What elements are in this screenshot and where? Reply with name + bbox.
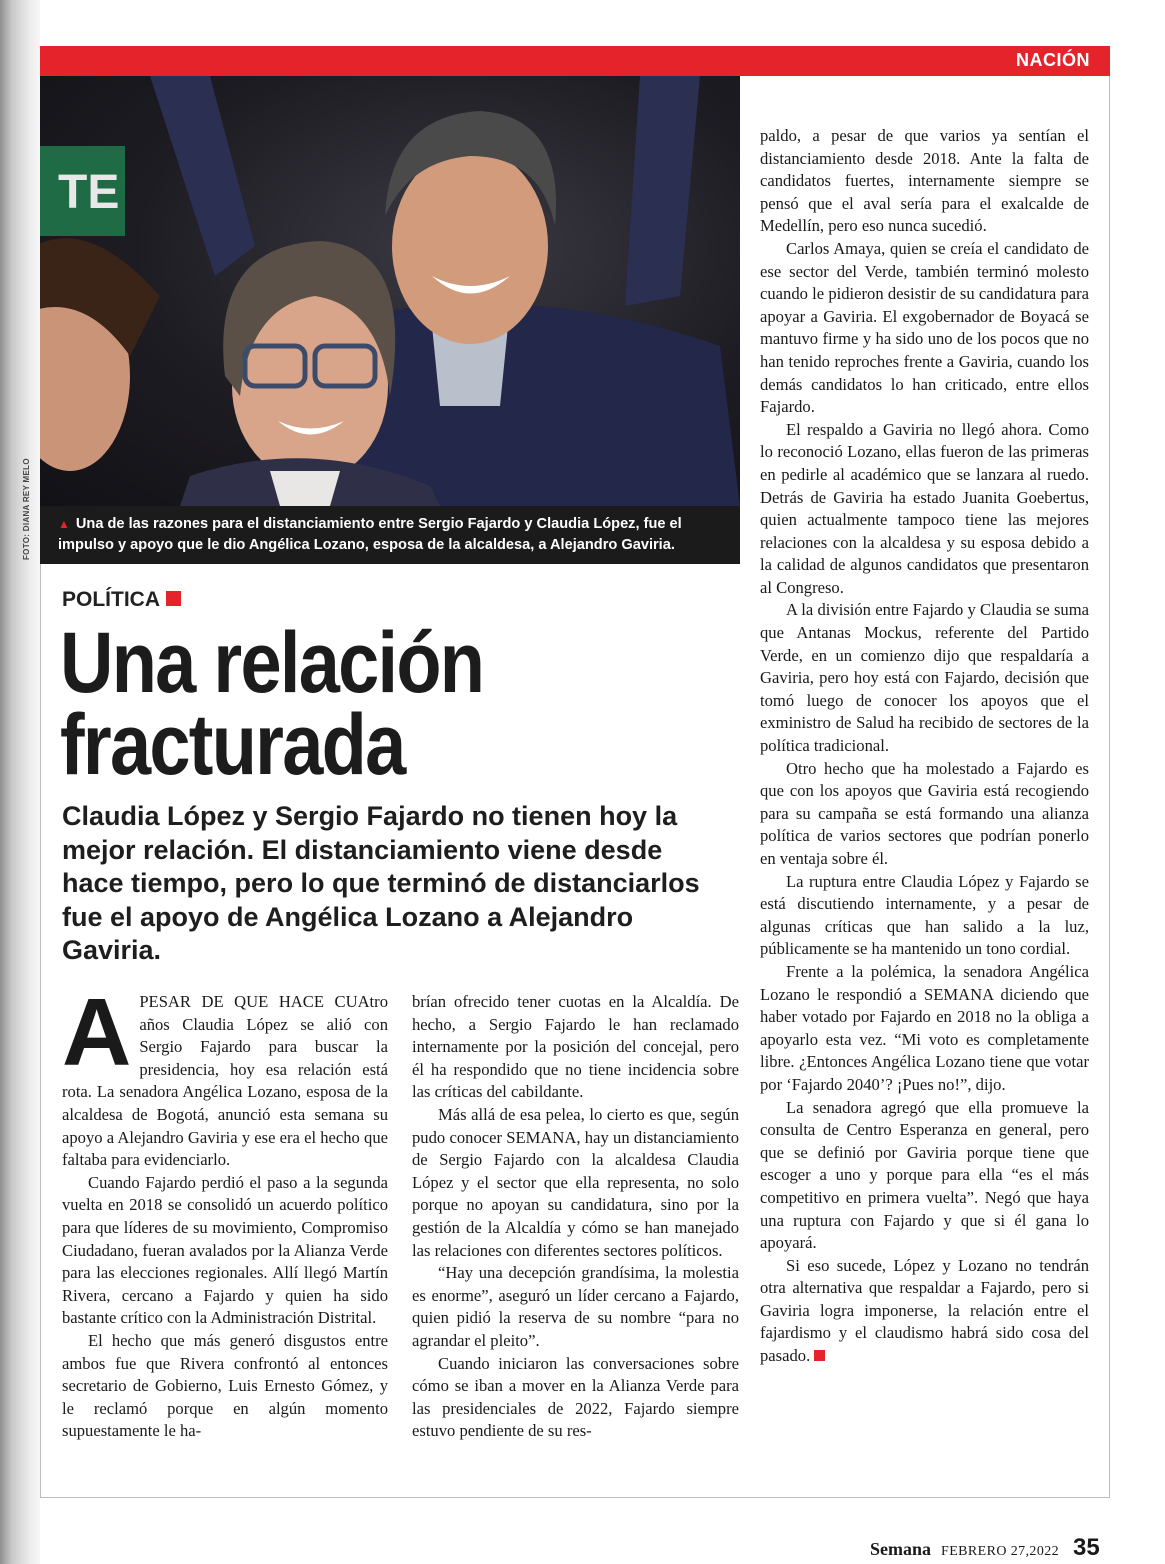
body-column-2	[412, 991, 739, 1443]
body-column-1	[62, 979, 388, 1443]
triangle-up-icon: ▲	[58, 517, 70, 531]
page-number: 35	[1073, 1534, 1100, 1561]
page-footer	[870, 1534, 1100, 1562]
body-paragraph: Cuando Fajardo perdió el paso a la segunda vuelta en 2018 se consolidó un acuerdo político para que líderes de su movimiento, Compromiso Ciudadano, fueran avalados por la Alianza Verde para las elecciones regionales. Allí llegó Martín Rivera, cercano a Fajardo y quien ha sido bastante crítico con la Administración Distrital.	[62, 1172, 388, 1328]
headline-line-2: fracturada	[60, 697, 405, 793]
article-photo	[40, 76, 740, 506]
body-column-3	[760, 125, 1089, 1368]
body-paragraph: Carlos Amaya, quien se creía el candidato de ese sector del Verde, también terminó molesto cuando le pidieron desistir de su candidatura para apoyar a Gaviria. El exgobernador de Boyacá se mantuvo firme y ha sido uno de los pocos que no han tenido reproches frente a Gaviria, cuando los demás candidatos lo han criticado, entre ellos Fajardo.	[760, 238, 1089, 417]
body-paragraph: paldo, a pesar de que varios ya sentían el distanciamiento desde 2018. Ante la falta de candidatos fuertes, internamente siempre se pensó que el aval sería para el exalcalde de Medellín, pero eso nunca sucedió.	[760, 126, 1089, 236]
drop-cap: A	[62, 979, 132, 1086]
body-paragraph: A la división entre Fajardo y Claudia se suma que Antanas Mockus, referente del Partido Verde, en un comienzo dijo que respaldaría a Gaviria, pero hoy está con Fajardo, decisión que tomó luego de conocer los apoyos que el exministro de Salud ha recibido de sectores de la política tradicional.	[760, 600, 1089, 756]
body-paragraph: Más allá de esa pelea, lo cierto es que, según pudo conocer SEMANA, hay un distanciamiento de Sergio Fajardo con la alcaldesa Claudia López y el sector que ella representa, no solo porque no apoyan su candidatura, sino por la gestión de la Alcaldía y cómo se han manejado las relaciones con diferentes sectores políticos.	[412, 1104, 739, 1260]
photo-credit: FOTO: DIANA REY MELO	[22, 458, 31, 560]
body-paragraph: El respaldo a Gaviria no llegó ahora. Como lo reconoció Lozano, ellas fueron de las primeras en pedirle al académico que se lanzara al ruedo. Detrás de Gaviria ha estado Juanita Goebertus, quien actualmente tampoco tiene las mejores relaciones con la alcaldesa y su esposa debido a la calidad de algunos candidatos que presentaron al Congreso.	[760, 419, 1089, 597]
page-gutter-shadow	[0, 0, 40, 1564]
body-paragraph: APESAR DE QUE HACE CUAtro años Claudia López se alió con Sergio Fajardo para buscar la presidencia, hoy esa relación está rota. La senadora Angélica Lozano, esposa de la alcaldesa de Bogotá, anunció esta semana su apoyo a Alejandro Gaviria y ese era el hecho que faltaba para evidenciarlo.	[62, 979, 388, 1170]
magazine-name: Semana	[870, 1539, 932, 1559]
issue-date: FEBRERO 27,2022	[941, 1544, 1060, 1559]
body-paragraph: Frente a la polémica, la senadora Angélica Lozano le respondió a SEMANA diciendo que haber votado por Fajardo en 2018 no la obliga a apoyarlo esta vez. “Mi voto es completamente libre. ¿Entonces Angélica Lozano tiene que votar por ‘Fajardo 2040’? ¡Pues no!”, dijo.	[760, 961, 1089, 1094]
photo-illustration	[40, 76, 740, 506]
end-mark-icon	[814, 1350, 825, 1361]
dek: Claudia López y Sergio Fajardo no tienen hoy la mejor relación. El distanciamiento viene desde hace tiempo, pero lo que terminó de distanciarlos fue el apoyo de Angélica Lozano a Alejandro Gaviria.	[62, 801, 700, 965]
photo-caption	[40, 506, 740, 564]
body-paragraph: La senadora agregó que ella promueve la consulta de Centro Esperanza en general, pero que se definió por Gaviria porque tiene que escoger a uno y porque para ella “es el más competitivo en primera vuelta”. Negó que haya una ruptura con Fajardo y que si él gana lo apoyará.	[760, 1097, 1089, 1253]
red-square-icon	[166, 591, 181, 606]
body-paragraph-final: Si eso sucede, López y Lozano no tendrán otra alternativa que respaldar a Fajardo, pero si Gaviria logra imponerse, la relación entre el fajardismo y el claudismo habrá sido cosa del pasado.	[760, 1255, 1089, 1366]
headline-line-1: Una relación	[60, 615, 484, 711]
body-paragraph: brían ofrecido tener cuotas en la Alcaldía. De hecho, a Sergio Fajardo le han reclamado internamente por la posición del concejal, pero él ha respondido que no tiene incidencia sobre las críticas del cabildante.	[412, 992, 739, 1102]
section-label: NACIÓN	[1016, 50, 1090, 70]
section-bar	[40, 46, 1110, 76]
body-paragraph: Otro hecho que ha molestado a Fajardo es que con los apoyos que Gaviria está recogiendo para su campaña se está formando una alianza política de varios sectores que podrían ponerlo en ventaja sobre él.	[760, 758, 1089, 868]
kicker	[62, 588, 181, 612]
svg-text:TE: TE	[58, 166, 120, 219]
photo-caption-text: Una de las razones para el distanciamiento entre Sergio Fajardo y Claudia López, fue el impulso y apoyo que le dio Angélica Lozano, esposa de la alcaldesa, a Alejandro Gaviria.	[58, 516, 682, 553]
body-paragraph: El hecho que más generó disgustos entre ambos fue que Rivera confrontó al entonces secretario de Gobierno, Luis Ernesto Gómez, y le reclamó porque en algún momento supuestamente le ha-	[62, 1330, 388, 1441]
kicker-label: POLÍTICA	[62, 588, 160, 611]
body-paragraph: “Hay una decepción grandísima, la molestia es enorme”, aseguró un líder cercano a Fajardo, quien pidió la reserva de su nombre “para no agrandar el pleito”.	[412, 1263, 739, 1350]
headline	[60, 615, 645, 793]
body-paragraph: Cuando iniciaron las conversaciones sobre cómo se iban a mover en la Alianza Verde para las presidenciales de 2022, Fajardo siempre estuvo pendiente de su res-	[412, 1353, 739, 1441]
body-paragraph: La ruptura entre Claudia López y Fajardo se está discutiendo internamente, y a pesar de algunas críticas que han salido a la luz, públicamente se ha mantenido un tono cordial.	[760, 871, 1089, 959]
